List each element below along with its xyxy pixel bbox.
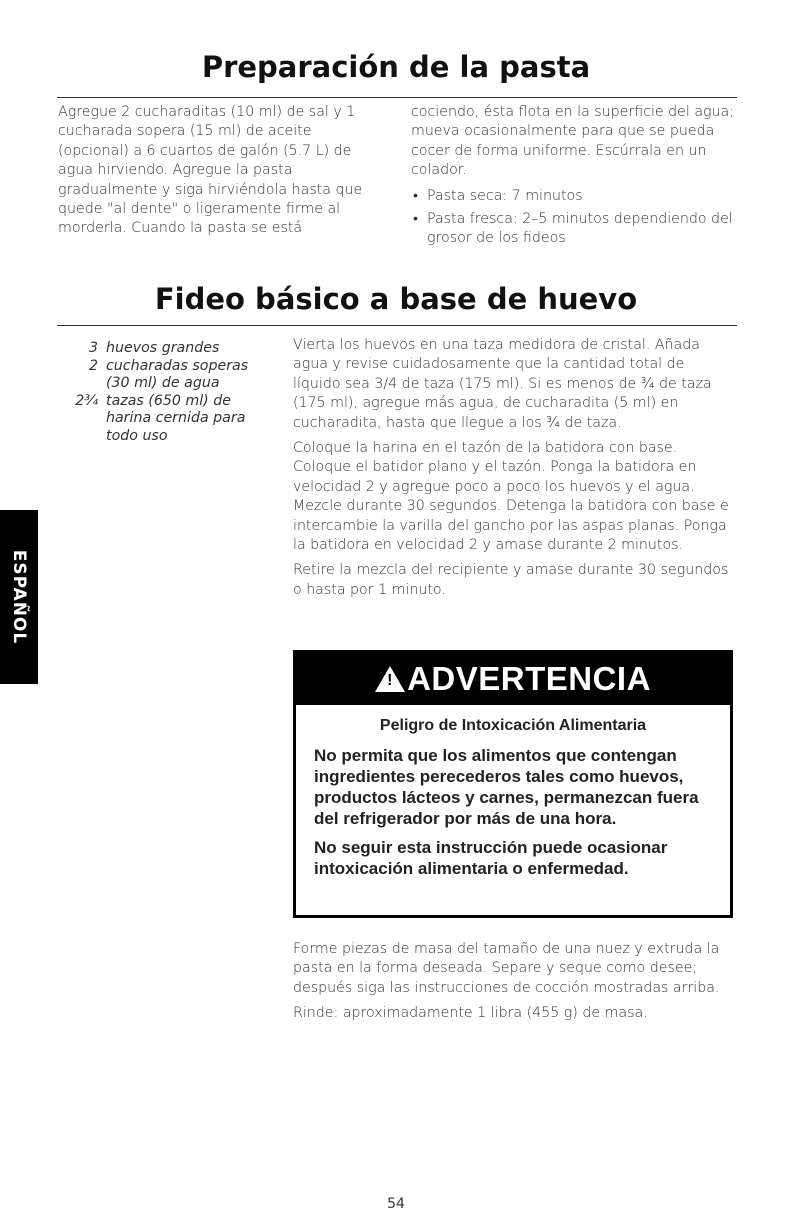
yield-paragraph: Rinde: aproximadamente 1 libra (455 g) de masa. [293,1005,648,1022]
warning-body [296,745,730,879]
instruction-paragraph: Vierta los huevos en una taza medidora de cristal. Añada agua y revise cuidadosamente que la cantidad total de líquido sea 3/4 de taza (175 ml). Si es menos de ¾ de taza (175 ml), agregue más agua, de cucharadita (5 ml) en cucharadita, hasta que llegue a los ¾ de taza. [293,337,712,431]
instruction-paragraph: Coloque la harina en el tazón de la batidora con base. Coloque el batidor plano y el tazón. Ponga la batidora en velocidad 2 y agregue poco a poco los huevos y el agua. Mezcle durante 30 segundos. Detenga la batidora con base e intercambie la varilla del gancho por las aspas planas. Ponga la batidora en velocidad 2 y amase durante 2 minutos. [293,440,729,554]
warning-symbol: ! [387,672,393,689]
language-label: ESPAÑOL [9,549,29,645]
warning-heading: ADVERTENCIA [407,660,651,697]
closing-block [293,940,738,1024]
ingredient-text: huevos grandes [106,340,220,356]
cook-time-list [411,187,736,249]
closing-paragraph: Forme piezas de masa del tamaño de una nuez y extruda la pasta en la forma deseada. Separe y seque como desee; después siga las instrucciones de cocción mostradas arriba. [293,941,720,996]
warning-box [293,650,733,918]
ingredient-item [68,358,268,393]
title-rule [57,325,737,326]
ingredient-list [68,340,268,445]
instruction-paragraph: Retire la mezcla del recipiente y amase durante 30 segundos o hasta por 1 minuto. [293,562,729,598]
ingredient-item [68,393,268,446]
ingredient-text: cucharadas soperas (30 ml) de agua [106,357,249,391]
section-title-pasta-prep: Preparación de la pasta [201,50,591,84]
page-number: 54 [387,1196,405,1212]
ingredient-qty: 2 [88,357,98,374]
warning-text: No permita que los alimentos que contengan ingredientes perecederos tales como huevos, productos lácteos y carnes, permanezcan fuera del refrigerador por más de una hora. [314,746,699,828]
instructions-block [293,336,733,600]
warning-text: No seguir esta instrucción puede ocasionar intoxicación alimentaria o enfermedad. [314,838,668,878]
ingredient-qty: 2¾ [75,392,98,409]
pasta-prep-col-left [58,103,376,239]
pasta-prep-text-left: Agregue 2 cucharaditas (10 ml) de sal y 1 cucharada sopera (15 ml) de aceite (opcional) a 6 cuartos de galón (5.7 L) de agua hirviendo. Agregue la pasta gradualmente y siga hirviéndola hasta que quede "al dente" o ligeramente firme al morderla. Cuando la pasta se está [58,104,363,237]
cook-time-item: • Pasta fresca: 2–5 minutos dependiendo del grosor de los fideos [411,210,736,249]
warning-header [296,653,730,705]
pasta-prep-text-right: cociendo, ésta flota en la superficie del agua; mueva ocasionalmente para que se pueda cocer de forma uniforme. Escúrrala en un colador. [411,104,735,179]
ingredient-qty: 3 [88,340,98,356]
ingredient-text: tazas (650 ml) de harina cernida para todo uso [106,392,246,444]
pasta-prep-col-right [411,103,736,253]
warning-subtitle: Peligro de Intoxicación Alimentaria [379,717,647,734]
section-title-egg-noodle: Fideo básico a base de huevo [154,282,638,316]
language-side-tab [0,510,38,684]
cook-time-item: • Pasta seca: 7 minutos [411,187,736,206]
ingredient-item [68,340,268,358]
title-rule [57,97,737,98]
warning-triangle-icon [375,666,405,692]
